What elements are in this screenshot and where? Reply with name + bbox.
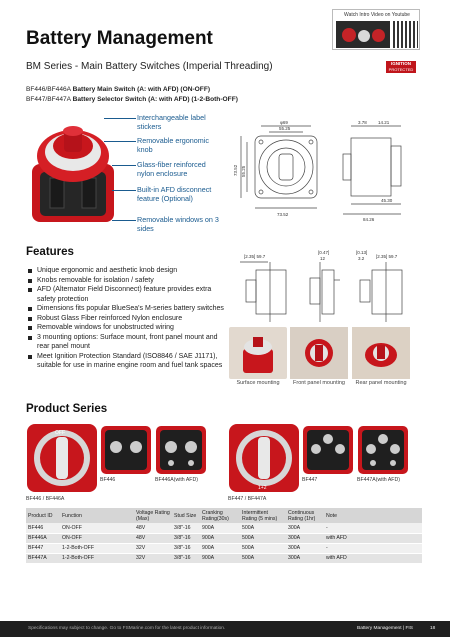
qr-code-icon — [393, 21, 418, 48]
youtube-video-link[interactable] — [332, 9, 420, 50]
bf446a-rear-image — [155, 425, 207, 475]
caption-bf446a: BF446A(with AFD) — [155, 477, 198, 483]
knob-label: OFF — [55, 430, 65, 436]
dim-label: 84.26 — [363, 217, 375, 222]
dim-label: [0.47] — [318, 250, 330, 255]
callout-label-stickers: Interchangeable label stickers — [137, 113, 206, 131]
dim-label: 55.25 — [279, 126, 291, 131]
dim-label: 3.78 — [358, 120, 367, 125]
table-row: BF447 1-2-Both-OFF 32V 3/8"-16 900A 500A 300A - — [26, 543, 422, 553]
table-header: Stud Size — [172, 508, 200, 523]
table-row: BF446 ON-OFF 48V 3/8"-16 900A 500A 300A - — [26, 523, 422, 533]
dim-label: 12 — [320, 256, 326, 261]
page-number: 18 — [430, 626, 436, 631]
dim-label: [2.35] 59.7 — [376, 254, 398, 259]
model-list — [26, 85, 238, 105]
caption-bf447: BF447 — [302, 477, 318, 483]
dim-label: [2.35] 59.7 — [244, 254, 266, 259]
model-line: BF447/BF447A Battery Selector Switch (A: with AFD) (1-2-Both-OFF) — [26, 96, 238, 103]
table-header-row — [26, 508, 422, 523]
product-series-heading: Product Series — [26, 403, 108, 415]
bf447-rear-image — [302, 425, 354, 475]
callout-windows: Removable windows on 3 sides — [137, 215, 219, 233]
mounting-drawing — [240, 250, 420, 328]
caption-bf447-group: BF447 / BF447A — [228, 496, 267, 502]
series-subtitle: BM Series - Main Battery Switches (Imperial Threading) — [26, 61, 273, 72]
surface-mount-photo — [229, 327, 287, 379]
feature-item: Knobs removable for isolation / safety — [28, 276, 228, 286]
technical-drawing — [233, 116, 433, 226]
video-label: Watch Intro Video on Youtube — [344, 12, 410, 18]
table-header: Product ID — [26, 508, 60, 523]
feature-item: AFD (Alternator Field Disconnect) feature provides extra safety protection — [28, 285, 228, 304]
caption-bf446-group: BF446 / BF446A — [26, 496, 65, 502]
specs-table — [26, 508, 422, 564]
table-header: Voltage Rating (Max) — [134, 508, 172, 523]
callout-line — [112, 165, 136, 166]
mount-caption: Rear panel mounting — [355, 380, 407, 386]
caption-bf446: BF446 — [100, 477, 116, 483]
ignition-protected-badge: IGNITION PROTECTED — [386, 61, 416, 73]
bf447-front-image — [228, 423, 300, 493]
front-panel-mount-photo — [290, 327, 348, 379]
dim-label: 14.21 — [378, 120, 390, 125]
callout-afd: Built-in AFD disconnect feature (Optional) — [137, 185, 212, 203]
dim-label: 73.52 — [277, 212, 289, 217]
features-heading: Features — [26, 246, 74, 258]
feature-item: 3 mounting options: Surface mount, front panel mount and rear panel mount — [28, 333, 228, 352]
table-header: Continuous Rating (1hr) — [286, 508, 324, 523]
table-header: Intermittent Rating (5 mins) — [240, 508, 286, 523]
features-list — [28, 266, 228, 371]
feature-item: Robust Glass Fiber reinforced Nylon enclosure — [28, 314, 228, 324]
footer-note: Specifications may subject to change. Go to FSMarine.com for the latest product information. — [28, 626, 226, 631]
bf446-front-image — [26, 423, 98, 493]
table-row: BF447A 1-2-Both-OFF 32V 3/8"-16 900A 500A 300A with AFD — [26, 553, 422, 563]
callout-line — [112, 190, 136, 191]
switch-product-photo — [24, 112, 134, 232]
callout-line — [104, 141, 136, 142]
page-footer — [0, 621, 450, 637]
mount-caption: Surface mounting — [236, 380, 280, 386]
feature-item: Dimensions fits popular BlueSea's M-series battery switches — [28, 304, 228, 314]
video-thumbnail[interactable] — [336, 21, 390, 48]
table-header: Note — [324, 508, 422, 523]
dim-label: φ69 — [280, 120, 288, 125]
dim-label: 55.25 — [241, 165, 246, 177]
feature-item: Removable windows for unobstructed wiring — [28, 323, 228, 333]
model-line: BF446/BF446A Battery Main Switch (A: with AFD) (ON-OFF) — [26, 86, 211, 93]
footer-section: Battery Management | FIS — [357, 626, 413, 631]
callout-line — [104, 118, 136, 119]
feature-item: Unique ergonomic and aesthetic knob design — [28, 266, 228, 276]
callout-nylon-enclosure: Glass-fiber reinforced nylon enclosure — [137, 160, 206, 178]
table-header: Function — [60, 508, 134, 523]
knob-label: 1+2 — [258, 485, 267, 491]
dim-label: 3.2 — [358, 256, 365, 261]
table-row: BF446A ON-OFF 48V 3/8"-16 900A 500A 300A with AFD — [26, 533, 422, 543]
bf446-rear-image — [100, 425, 152, 475]
table-header: Cranking Rating(30s) — [200, 508, 240, 523]
caption-bf447a: BF447A(with AFD) — [357, 477, 400, 483]
callout-removable-knob: Removable ergonomic knob — [137, 136, 209, 154]
bf447a-rear-image — [357, 425, 409, 475]
mount-caption: Front panel mounting — [293, 380, 345, 386]
dim-label: [0.13] — [356, 250, 368, 255]
dim-label: 73.52 — [233, 164, 238, 176]
rear-panel-mount-photo — [352, 327, 410, 379]
page-title: Battery Management — [26, 28, 213, 49]
dim-label: 45.30 — [381, 198, 393, 203]
callout-line — [112, 220, 136, 221]
feature-item: Meet Ignition Protection Standard (ISO8846 / SAE J1171), suitable for use in marine engine room and fuel tank spaces — [28, 352, 228, 371]
